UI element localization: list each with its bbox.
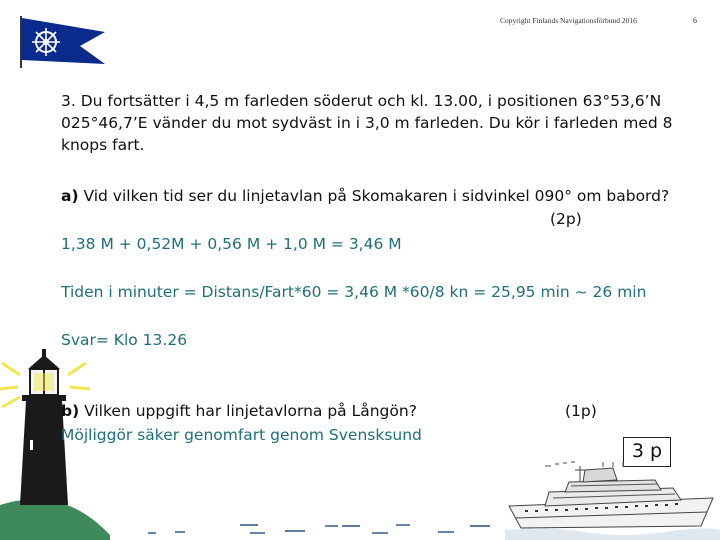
page-number: 6 <box>693 16 697 25</box>
cruise-ship-icon <box>505 448 720 540</box>
part-b-label: b) <box>61 402 80 420</box>
part-b-question <box>61 400 417 422</box>
part-b-question-text: Vilken uppgift har linjetavlorna på Långön? <box>79 402 417 420</box>
part-a-answer-sum: 1,38 M + 0,52M + 0,56 M + 1,0 M = 3,46 M <box>61 235 402 253</box>
copyright-notice: Copyright Finlands Navigationsförbund 2016 <box>500 16 637 25</box>
water-lines-decoration <box>0 505 510 540</box>
part-a-question <box>61 185 711 207</box>
score-box: 3 p <box>623 437 671 467</box>
part-a-question-text: Vid vilken tid ser du linjetavlan på Skomakaren i sidvinkel 090° om babord? <box>78 187 670 205</box>
pennant-flag-icon <box>10 10 110 72</box>
part-a-answer: Svar= Klo 13.26 <box>61 331 188 349</box>
part-a-label: a) <box>61 187 79 205</box>
part-a-points: (2p) <box>550 210 582 228</box>
part-a-answer-time: Tiden i minuter = Distans/Fart*60 = 3,46 M *60/8 kn = 25,95 min ~ 26 min <box>61 283 647 301</box>
question-3-text: 3. Du fortsätter i 4,5 m farleden söderut och kl. 13.00, i positionen 63°53,6’N 025°46,7’E vänder du mot sydväst in i 3,0 m farleden. Du kör i farleden med 8 knops fart. <box>61 92 673 154</box>
part-b-points: (1p) <box>565 402 597 420</box>
part-b-answer: Möjliggör säker genomfart genom Svensksund <box>61 426 422 444</box>
